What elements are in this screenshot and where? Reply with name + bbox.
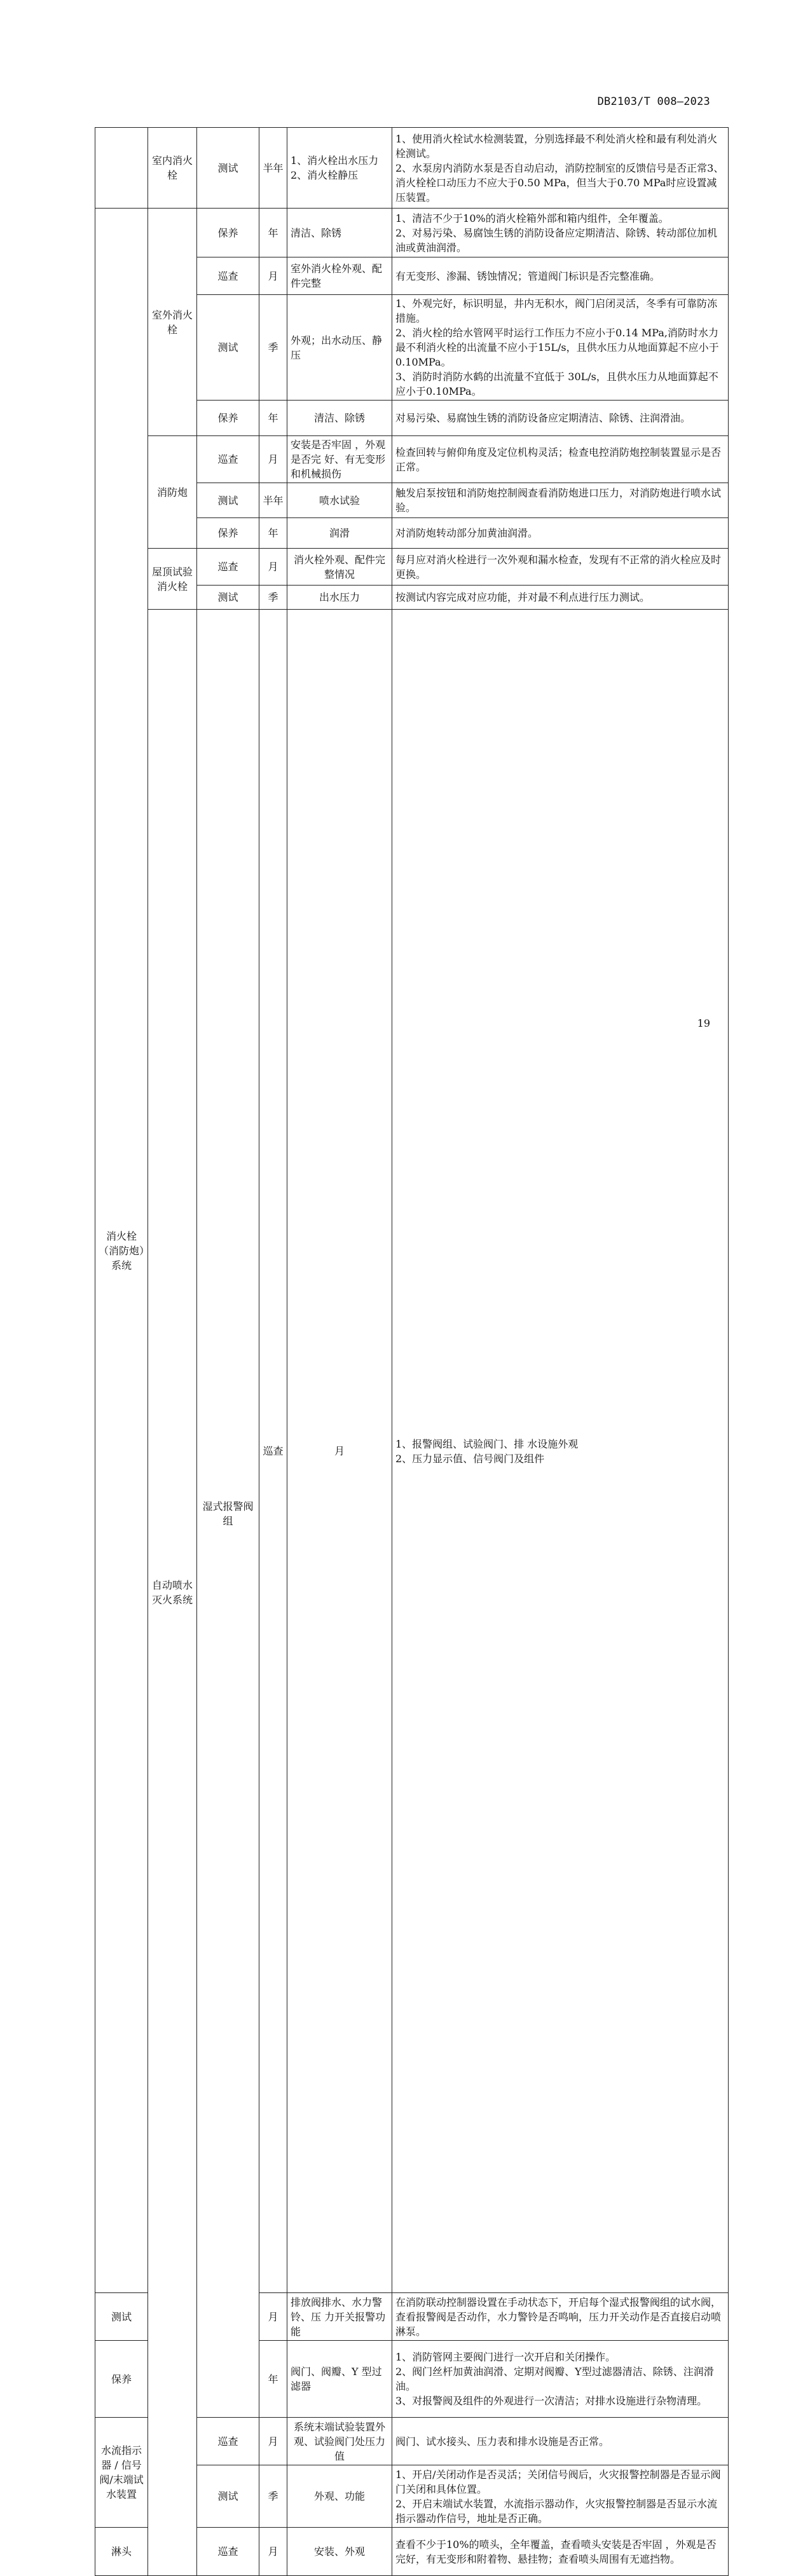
table-row — [95, 436, 729, 483]
content-cell: 阀门、阀瓣、Y 型过滤器 — [287, 2341, 392, 2418]
content-cell: 外观；出水动压、静压 — [287, 295, 392, 401]
table-row — [95, 209, 729, 257]
type-cell: 保养 — [197, 209, 259, 257]
type-cell: 保养 — [95, 2341, 148, 2418]
requirement-cell: 查看不少于10%的喷头，全年覆盖，查看喷头安装是否牢固 ，外观是否完好，有无变形和附着物、悬挂物；查看喷头周围有无遮挡物。 — [392, 2528, 729, 2576]
cycle-cell: 月 — [259, 549, 287, 586]
requirement-cell: 对易污染、易腐蚀生锈的消防设备应定期清洁、除锈、注润滑油。 — [392, 401, 729, 436]
requirement-cell: 触发启泵按钮和消防炮控制阀查看消防炮进口压力，对消防炮进行喷水试验。 — [392, 483, 729, 518]
requirement-cell: 检查回转与俯仰角度及定位机构灵活；检查电控消防炮控制装置显示是否正常。 — [392, 436, 729, 483]
type-cell: 测试 — [197, 483, 259, 518]
requirement-line: 2、对易污染、易腐蚀生锈的消防设备应定期清洁、除锈、转动部位加机油或黄油润滑。 — [395, 226, 718, 254]
system-cell: 自动喷水灭火系统 — [148, 610, 197, 2576]
requirement-cell: 在消防联动控制器设置在手动状态下，开启每个湿式报警阀组的试水阀，查看报警阀是否动作，水力警铃是否鸣响，压力开关动作是否直接启动喷淋泵。 — [392, 2293, 729, 2341]
doc-code: DB2103/T 008—2023 — [597, 95, 710, 108]
cycle-cell: 月 — [259, 257, 287, 295]
requirement-line: 3、消防时消防水鹤的出流量不宜低于 30L/s，且供水压力从地面算起不应小于0.10MPa。 — [395, 371, 718, 397]
type-cell: 测试 — [197, 586, 259, 610]
table-row — [95, 610, 729, 2293]
content-cell — [392, 610, 729, 2293]
type-cell: 巡查 — [197, 2528, 259, 2576]
item-cell: 屋顶试验消火栓 — [148, 549, 197, 610]
content-line: 2、压力显示值、信号阀门及组件 — [395, 1452, 545, 1465]
cycle-cell: 月 — [259, 436, 287, 483]
content-line: 1、消火栓出水压力 — [291, 154, 379, 167]
cycle-cell: 年 — [259, 209, 287, 257]
item-cell: 室外消火栓 — [148, 209, 197, 436]
requirement-cell: 每月应对消火栓进行一次外观和漏水检查，发现有不正常的消火栓应及时更换。 — [392, 549, 729, 586]
type-cell: 保养 — [197, 518, 259, 549]
requirement-line: 2、水泵房内消防水泵是否自动启动，消防控制室的反馈信号是否正常3、消火栓栓口动压力不应大于0.50 MPa，但当大于0.70 MPa时应设置减压装置。 — [395, 161, 724, 203]
cycle-cell: 月 — [259, 2528, 287, 2576]
content-cell: 排放阀排水、水力警铃、压 力开关报警功能 — [287, 2293, 392, 2341]
content-cell: 安装是否牢固 ，外观是否完 好、有无变形和机械损伤 — [287, 436, 392, 483]
requirement-line: 1、开启/关闭动作是否灵活；关闭信号阀后，火灾报警控制器是否显示阀门关闭和具体位置。 — [395, 2468, 721, 2495]
requirement-line: 1、消防管网主要阀门进行一次开启和关闭操作。 — [395, 2351, 616, 2363]
content-cell: 清洁、除锈 — [287, 209, 392, 257]
content-cell: 消火栓外观、配件完整情况 — [287, 549, 392, 586]
type-cell: 巡查 — [197, 549, 259, 586]
requirement-line: 1、使用消火栓试水检测装置，分别选择最不利处消火栓和最有利处消火栓测试。 — [395, 132, 718, 160]
item-cell: 湿式报警阀组 — [197, 610, 259, 2418]
requirement-cell — [392, 2341, 729, 2418]
type-cell: 巡查 — [197, 2418, 259, 2465]
system-cell — [95, 128, 148, 209]
cycle-cell: 半年 — [259, 128, 287, 209]
content-cell: 安装、外观 — [287, 2528, 392, 2576]
requirement-cell: 按测试内容完成对应功能，并对最不利点进行压力测试。 — [392, 586, 729, 610]
item-cell: 消防炮 — [148, 436, 197, 549]
requirement-line: 1、外观完好，标识明显，井内无积水，阀门启闭灵活，冬季有可靠防冻措施。 — [395, 298, 718, 324]
requirement-cell — [392, 128, 729, 209]
type-cell: 测试 — [197, 2465, 259, 2528]
page-number: 19 — [697, 1017, 710, 1029]
content-cell: 系统末端试验装置外观、试验阀门处压力值 — [287, 2418, 392, 2465]
type-cell: 保养 — [197, 401, 259, 436]
content-cell: 出水压力 — [287, 586, 392, 610]
content-line: 2、消火栓静压 — [291, 169, 359, 181]
type-cell: 测试 — [95, 2293, 148, 2341]
cycle-cell: 月 — [259, 2418, 287, 2465]
requirement-line: 2、阀门丝杆加黄油润滑、定期对阀瓣、Y型过滤器清洁、除锈、注润滑油。 — [395, 2366, 714, 2392]
requirement-cell — [392, 295, 729, 401]
cycle-cell: 年 — [259, 2341, 287, 2418]
cycle-cell: 季 — [259, 2465, 287, 2528]
table-row — [95, 128, 729, 209]
content-line: 1、报警阀组、试验阀门、排 水设施外观 — [395, 1437, 579, 1450]
item-cell: 淋头 — [95, 2528, 148, 2576]
content-cell: 清洁、除锈 — [287, 401, 392, 436]
cycle-cell: 月 — [287, 610, 392, 2293]
cycle-cell: 季 — [259, 586, 287, 610]
cycle-cell: 季 — [259, 295, 287, 401]
requirement-cell — [392, 209, 729, 257]
content-cell: 室外消火栓外观、配件完整 — [287, 257, 392, 295]
table-row — [95, 549, 729, 586]
requirement-cell: 有无变形、渗漏、锈蚀情况；管道阀门标识是否完整准确。 — [392, 257, 729, 295]
type-cell: 巡查 — [259, 610, 287, 2293]
item-cell: 水流指示器 / 信号阀/末端试水装置 — [95, 2418, 148, 2528]
requirement-line: 2、消火栓的给水管网平时运行工作压力不应小于0.14 MPa,消防时水力最不利消火栓的出流量不应小于15L/s，且供水压力从地面算起不应小于0.10MPa。 — [395, 327, 719, 368]
content-cell: 喷水试验 — [287, 483, 392, 518]
requirement-cell: 对消防炮转动部分加黄油润滑。 — [392, 518, 729, 549]
type-cell: 测试 — [197, 128, 259, 209]
type-cell: 巡查 — [197, 257, 259, 295]
content-cell: 润滑 — [287, 518, 392, 549]
requirement-cell — [392, 2465, 729, 2528]
cycle-cell: 月 — [259, 2293, 287, 2341]
cycle-cell: 年 — [259, 518, 287, 549]
requirement-line: 3、对报警阀及组件的外观进行一次清洁；对排水设施进行杂物清理。 — [395, 2395, 708, 2407]
maintenance-table — [95, 127, 729, 2576]
requirement-line: 1、清洁不少于10%的消火栓箱外部和箱内组件，全年覆盖。 — [395, 212, 669, 224]
requirement-line: 2、开启末端试水装置，水流指示器动作，火灾报警控制器是否显示水流指示器动作信号，地址是否正确。 — [395, 2497, 718, 2525]
item-cell: 室内消火栓 — [148, 128, 197, 209]
type-cell: 测试 — [197, 295, 259, 401]
content-cell — [287, 128, 392, 209]
type-cell: 巡查 — [197, 436, 259, 483]
content-cell: 外观、功能 — [287, 2465, 392, 2528]
cycle-cell: 半年 — [259, 483, 287, 518]
system-cell: 消火栓（消防炮）系统 — [95, 209, 148, 2293]
requirement-cell: 阀门、试水接头、压力表和排水设施是否正常。 — [392, 2418, 729, 2465]
cycle-cell: 年 — [259, 401, 287, 436]
